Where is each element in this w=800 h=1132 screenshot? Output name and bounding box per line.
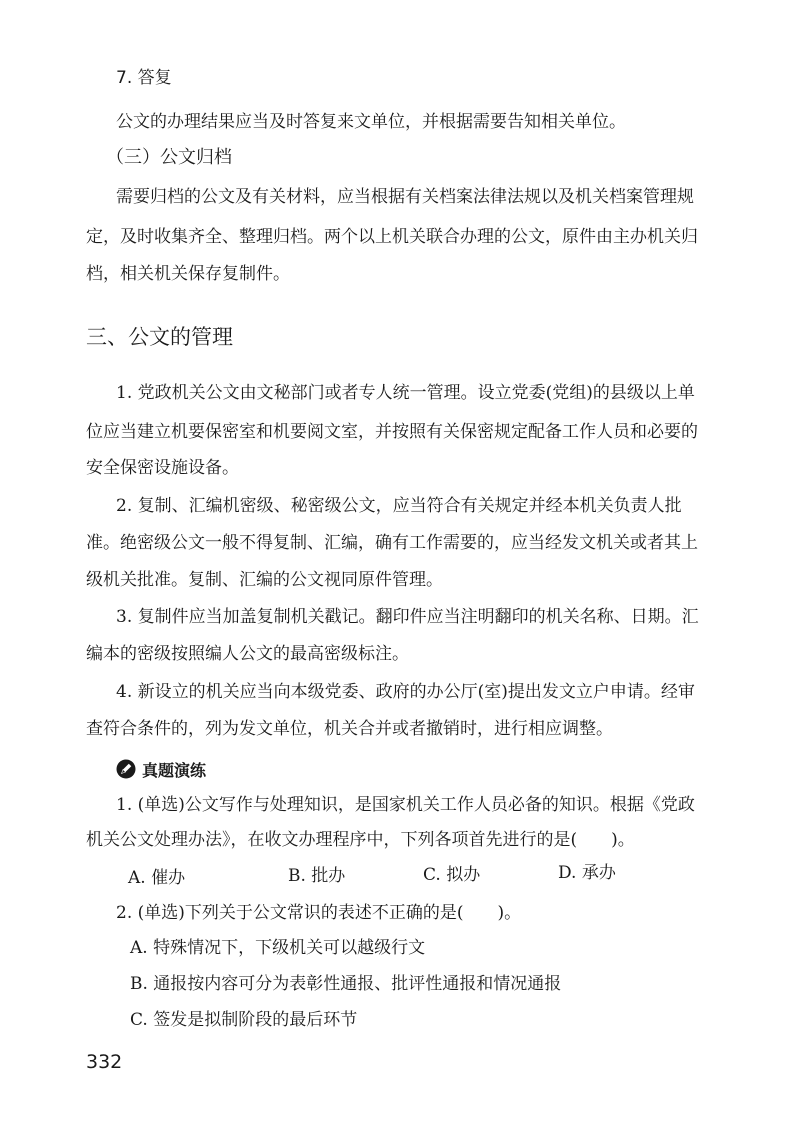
question-1-line-1: 1. (单选)公文写作与处理知识，是国家机关工作人员必备的知识。根据《党政 [116, 795, 695, 815]
subsection-3-title: （三）公文归档 [106, 147, 232, 168]
practice-header [116, 757, 206, 781]
subsection-3-line-2: 定，及时收集齐全、整理归档。两个以上机关联合办理的公文，原件由主办机关归 [86, 227, 698, 247]
paragraph-3-line-2: 编本的密级按照编人公文的最高密级标注。 [86, 644, 409, 664]
paragraph-1-line-2: 位应当建立机要保密室和机要阅文室，并按照有关保密规定配备工作人员和必要的 [86, 422, 698, 442]
question-1-option-b: B. 批办 [288, 866, 346, 886]
subsection-3-line-3: 档，相关机关保存复制件。 [86, 264, 290, 284]
paragraph-2-line-2: 准。绝密级公文一般不得复制、汇编，确有工作需要的，应当经发文机关或者其上 [86, 533, 698, 553]
paragraph-2-line-1: 2. 复制、汇编机密级、秘密级公文，应当符合有关规定并经本机关负责人批 [116, 496, 682, 516]
page-number: 332 [86, 1051, 123, 1073]
paragraph-4-line-2: 查符合条件的，列为发文单位，机关合并或者撤销时，进行相应调整。 [86, 719, 613, 739]
question-2-option-a: A. 特殊情况下，下级机关可以越级行文 [130, 938, 426, 958]
question-1-option-d: D. 承办 [558, 863, 616, 883]
question-1-option-c: C. 拟办 [423, 865, 481, 885]
paragraph-2-line-3: 级机关批准。复制、汇编的公文视同原件管理。 [86, 570, 443, 590]
question-2-option-c: C. 签发是拟制阶段的最后环节 [130, 1010, 358, 1030]
section-heading: 三、公文的管理 [86, 325, 233, 349]
question-2-option-b: B. 通报按内容可分为表彰性通报、批评性通报和情况通报 [130, 974, 562, 994]
subsection-3-line-1: 需要归档的公文及有关材料，应当根据有关档案法律法规以及机关档案管理规 [116, 187, 694, 207]
paragraph-3-line-1: 3. 复制件应当加盖复制机关戳记。翻印件应当注明翻印的机关名称、日期。汇 [116, 607, 699, 627]
question-1-line-2: 机关公文处理办法》，在收文办理程序中，下列各项首先进行的是( )。 [86, 830, 635, 850]
question-2-line-1: 2. (单选)下列关于公文常识的表述不正确的是( )。 [116, 903, 522, 923]
paragraph-1-line-1: 1. 党政机关公文由文秘部门或者专人统一管理。设立党委(党组)的县级以上单 [116, 383, 695, 403]
section-7-text: 公文的办理结果应当及时答复来文单位，并根据需要告知相关单位。 [116, 112, 626, 132]
paragraph-1-line-3: 安全保密设施设备。 [86, 458, 239, 478]
practice-label: 真题演练 [142, 760, 207, 780]
paragraph-4-line-1: 4. 新设立的机关应当向本级党委、政府的办公厅(室)提出发文立户申请。经审 [116, 682, 695, 702]
section-7-title: 7. 答复 [116, 68, 172, 88]
question-1-option-a: A. 催办 [128, 868, 186, 888]
pen-circle-icon [116, 759, 136, 779]
